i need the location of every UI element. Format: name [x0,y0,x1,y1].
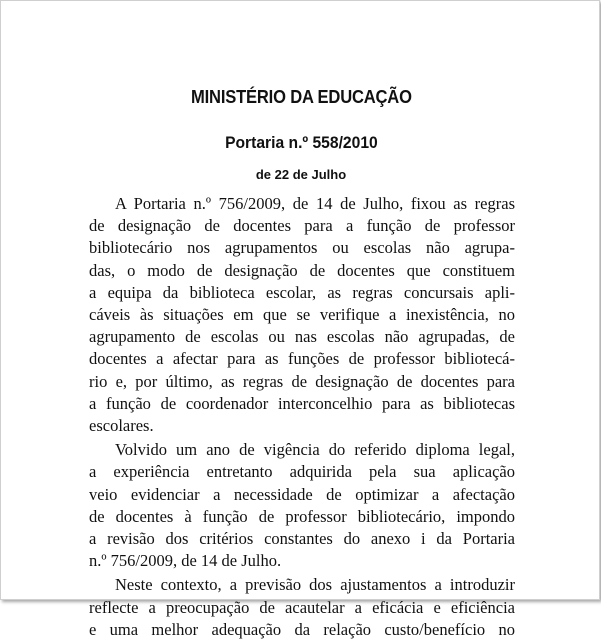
text-line: reflecte a preocupação de acautelar a eficácia e eficiência [89,597,515,617]
portaria-title: Portaria n.º 558/2010 [225,133,378,152]
paragraph [89,574,515,641]
document-body [89,193,515,641]
text-line: n.º 756/2009, de 14 de Julho. [89,551,282,571]
ministry-heading: MINISTÉRIO DA EDUCAÇÃO [191,87,412,107]
text-line: Volvido um ano de vigência do referido diploma legal, [115,440,515,460]
text-line: a equipa da biblioteca escolar, as regras concursais apli- [89,282,515,302]
text-line: agrupamento de escolas ou nas escolas não agrupadas, de [89,327,515,347]
text-line: a revisão dos critérios constantes do anexo i da Portaria [89,529,515,549]
text-line: a função de coordenador interconcelhio para as bibliotecas [89,393,515,413]
paragraph [89,439,515,572]
text-line: cáveis às situações em que se verifique a inexistência, no [89,305,515,325]
text-line: de designação de docentes para a função de professor [89,216,515,236]
text-line: docentes a afectar para as funções de professor bibliotecá- [89,349,515,369]
text-line: e uma melhor adequação da relação custo/benefício no [89,619,515,639]
text-line: A Portaria n.º 756/2009, de 14 de Julho, fixou as regras [115,194,515,213]
text-line: das, o modo de designação de docentes que constituem [89,260,515,280]
text-line: bibliotecário nos agrupamentos ou escolas não agrupa- [89,238,515,258]
text-line: Neste contexto, a previsão dos ajustamentos a introduzir [115,575,515,595]
text-line: veio evidenciar a necessidade de optimizar a afectação [89,484,515,504]
text-line: escolares. [89,416,154,436]
portaria-date: de 22 de Julho [255,167,347,182]
paragraph [89,193,515,437]
text-line: a experiência entretanto adquirida pela sua aplicação [89,462,515,482]
text-line: de docentes à função de professor bibliotecário, impondo [89,506,515,526]
text-line: rio e, por último, as regras de designação de docentes para [89,371,515,391]
